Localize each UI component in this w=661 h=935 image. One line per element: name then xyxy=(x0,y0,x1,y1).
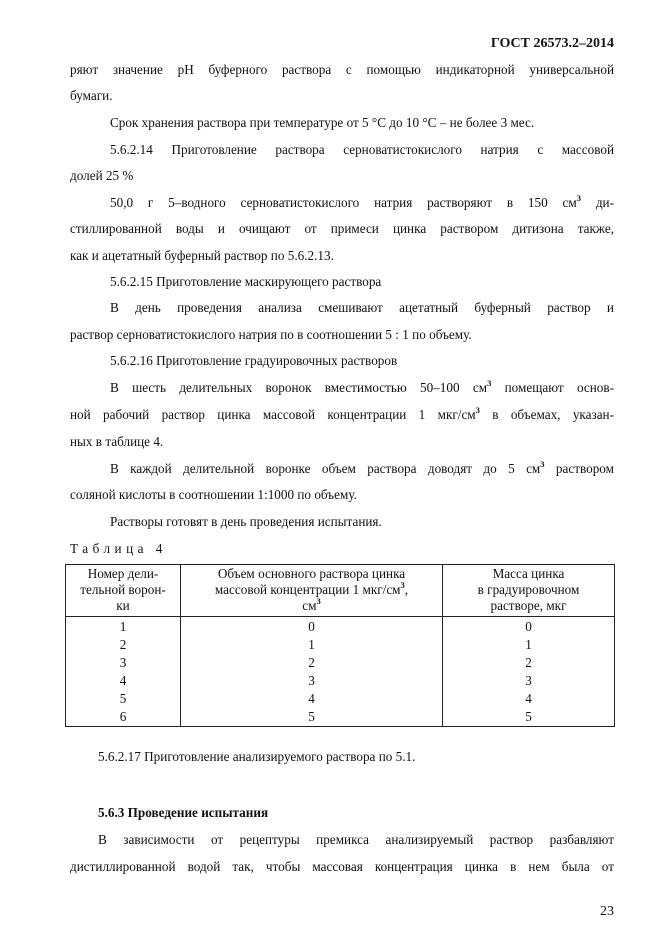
table-row xyxy=(66,672,615,690)
paragraph-line: долей 25 % xyxy=(70,168,134,183)
table-cell: 4 xyxy=(66,672,181,690)
page-number: 23 xyxy=(600,904,614,919)
table-cell: 5 xyxy=(443,708,615,727)
table-cell: 5 xyxy=(66,690,181,708)
section-heading-5-6-2-15: 5.6.2.15 Приготовление маскирующего раствора xyxy=(110,274,382,289)
table-cell: 0 xyxy=(181,617,443,637)
table-cell: 5 xyxy=(181,708,443,727)
paragraph-line: как и ацетатный буферный раствор по 5.6.2.13. xyxy=(70,248,334,263)
paragraph-line: бумаги. xyxy=(70,88,113,103)
section-heading-5-6-2-17: 5.6.2.17 Приготовление анализируемого раствора по 5.1. xyxy=(98,749,416,764)
calibration-table xyxy=(65,564,615,727)
table-row xyxy=(66,690,615,708)
table-cell: 1 xyxy=(443,636,615,654)
table-row xyxy=(66,708,615,727)
section-heading-5-6-2-16: 5.6.2.16 Приготовление градуировочных растворов xyxy=(110,353,398,368)
paragraph-line: Растворы готовят в день проведения испытания. xyxy=(110,514,382,529)
column-header-solution-volume: Объем основного раствора цинка массовой концентрации 1 мкг/$см^3$, $см^3$ xyxy=(181,565,443,617)
paragraph-line: 50,0 г 5–водного серноватистокислого натрия растворяют в 150 $см^3$ ди- xyxy=(110,192,614,210)
table-cell: 1 xyxy=(66,617,181,637)
paragraph-line: соляной кислоты в соотношении 1:1000 по объему. xyxy=(70,487,357,502)
table-cell: 3 xyxy=(66,654,181,672)
table-row xyxy=(66,617,615,637)
paragraph-line: раствор серноватистокислого натрия по в соотношении 5 : 1 по объему. xyxy=(70,327,472,342)
paragraph-line: Срок хранения раствора при температуре от 5 °С до 10 °С – не более 3 мес. xyxy=(110,115,535,130)
paragraph-line: В день проведения анализа смешивают ацетатный буферный раствор и xyxy=(110,300,614,315)
table-cell: 3 xyxy=(443,672,615,690)
paragraph-line: ной рабочий раствор цинка массовой концентрации 1 мкг/$см^3$ в объемах, указан- xyxy=(70,404,614,422)
table-cell: 4 xyxy=(181,690,443,708)
paragraph-line: стиллированной воды и очищают от примеси цинка раствором дитизона также, xyxy=(70,221,614,236)
table-header-row xyxy=(66,565,615,617)
paragraph-line: ных в таблице 4. xyxy=(70,434,164,449)
table-cell: 4 xyxy=(443,690,615,708)
paragraph-line: В шесть делительных воронок вместимостью 50–100 $см^3$ помещают основ- xyxy=(110,377,614,395)
section-heading-5-6-2-14: 5.6.2.14 Приготовление раствора серноватистокислого натрия с массовой xyxy=(110,142,614,157)
paragraph-line: дистиллированной водой так, чтобы массовая концентрация цинка в нем была от xyxy=(70,859,614,874)
paragraph-line: ряют значение pH буферного раствора с помощью индикаторной универсальной xyxy=(70,62,614,77)
paragraph-line: В каждой делительной воронке объем раствора доводят до 5 $см^3$ раствором xyxy=(110,458,614,476)
table-cell: 6 xyxy=(66,708,181,727)
section-heading-5-6-3: 5.6.3 Проведение испытания xyxy=(98,805,269,820)
document-code-header: ГОСТ 26573.2–2014 xyxy=(490,36,614,51)
table-cell: 2 xyxy=(443,654,615,672)
table-cell: 1 xyxy=(181,636,443,654)
table-cell: 2 xyxy=(181,654,443,672)
table-row xyxy=(66,636,615,654)
table-cell: 2 xyxy=(66,636,181,654)
table-row xyxy=(66,654,615,672)
table-cell: 3 xyxy=(181,672,443,690)
paragraph-line: В зависимости от рецептуры премикса анализируемый раствор разбавляют xyxy=(98,832,614,847)
column-header-zinc-mass: Масса цинка в градуировочном растворе, мкг xyxy=(443,565,615,617)
table-caption: Таблица 4 xyxy=(70,541,167,556)
table-cell: 0 xyxy=(443,617,615,637)
column-header-funnel-number: Номер дели- тельной ворон- ки xyxy=(66,565,181,617)
